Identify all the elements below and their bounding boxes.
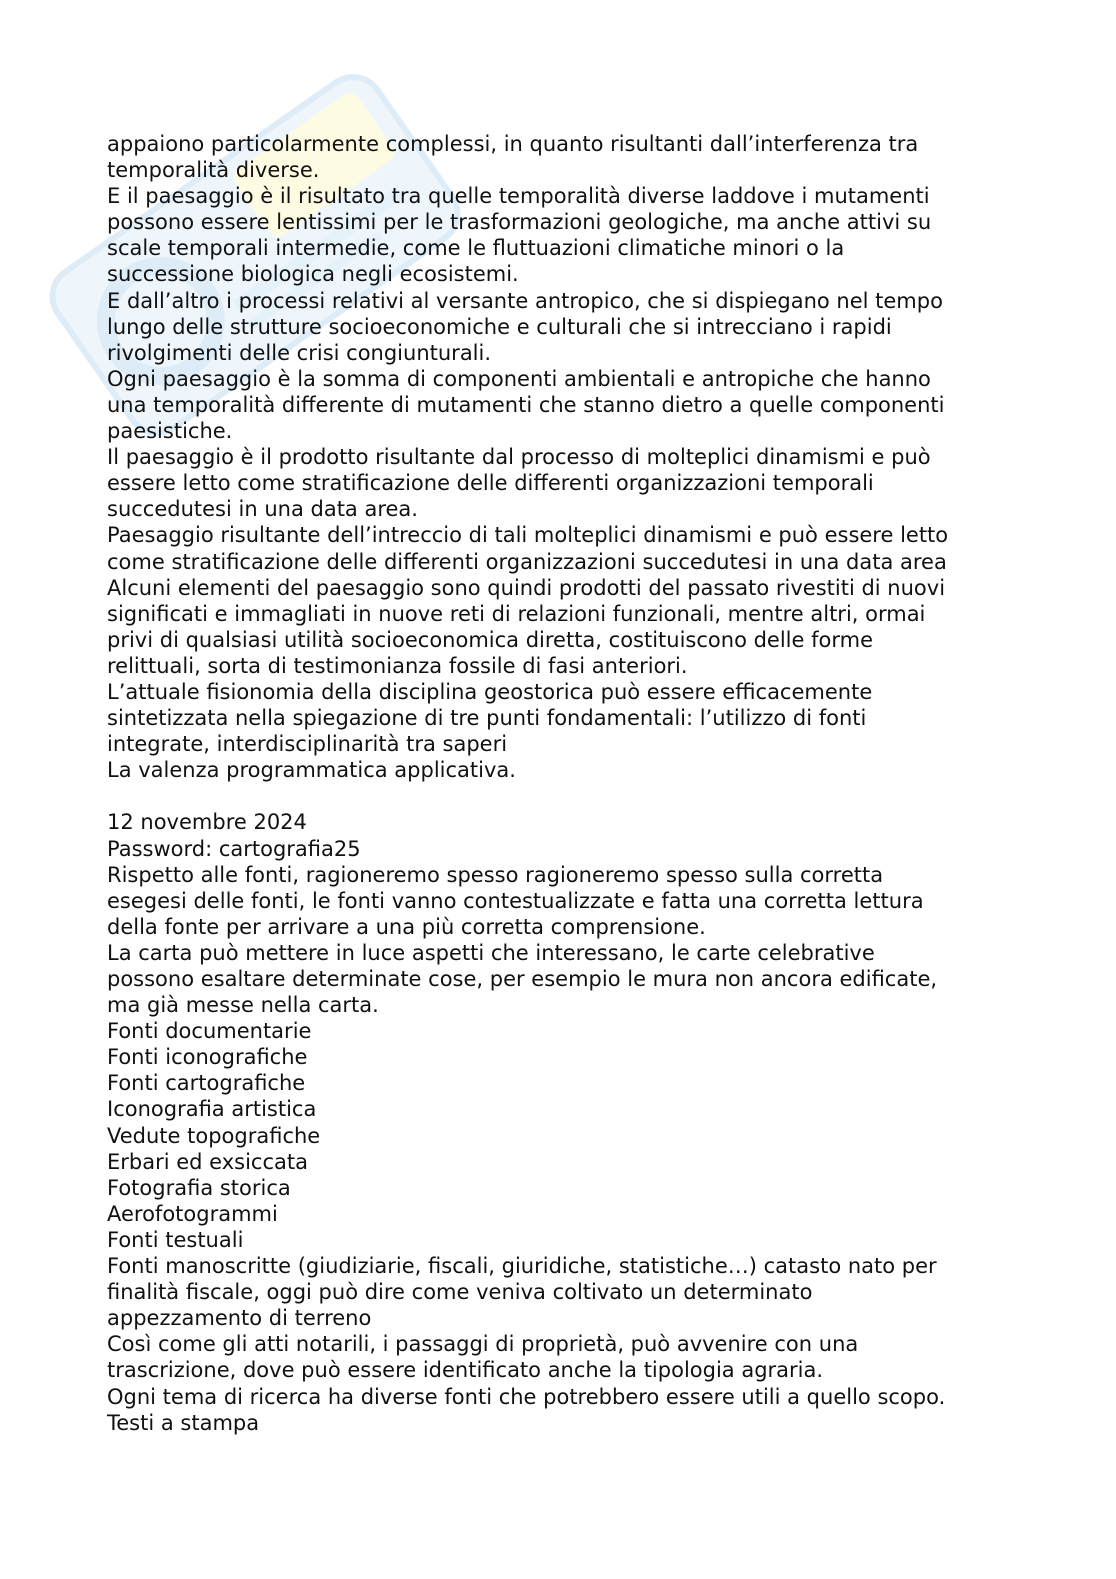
text-line: esegesi delle fonti, le fonti vanno contestualizzate e fatta una corretta lettura <box>107 888 924 913</box>
blank-line <box>107 783 1037 809</box>
text-line: possono essere lentissimi per le trasformazioni geologiche, ma anche attivi su <box>107 210 932 235</box>
text-line: L’attuale fisionomia della disciplina geostorica può essere efficacemente <box>107 679 873 704</box>
text-line: come stratificazione delle differenti organizzazioni succedutesi in una data area <box>107 549 947 574</box>
text-line: lungo delle strutture socioeconomiche e culturali che si intrecciano i rapidi <box>107 314 892 339</box>
text-line: Alcuni elementi del paesaggio sono quindi prodotti del passato rivestiti di nuovi <box>107 575 946 600</box>
text-line: Aerofotogrammi <box>107 1201 278 1226</box>
document-body <box>107 131 1037 1436</box>
text-line: Rispetto alle fonti, ragioneremo spesso ragioneremo spesso sulla corretta <box>107 862 884 887</box>
text-line: Fonti documentarie <box>107 1019 312 1044</box>
text-line: Fonti cartografiche <box>107 1071 306 1096</box>
text-line: Fonti manoscritte (giudiziarie, fiscali, giuridiche, statistiche…) catasto nato per <box>107 1254 937 1279</box>
text-line: possono esaltare determinate cose, per esempio le mura non ancora edificate, <box>107 967 938 991</box>
text-line: essere letto come stratificazione delle differenti organizzazioni temporali <box>107 471 874 496</box>
text-line: della fonte per arrivare a una più corretta comprensione. <box>107 914 706 939</box>
text-line: Vedute topografiche <box>107 1123 321 1148</box>
text-line: Fonti iconografiche <box>107 1045 308 1070</box>
text-line: Password: cartografia25 <box>107 836 361 861</box>
text-line: ma già messe nella carta. <box>107 993 379 1018</box>
text-line: appaiono particolarmente complessi, in quanto risultanti dall’interferenza tra <box>107 132 919 156</box>
text-line: significati e immagliati in nuove reti di relazioni funzionali, mentre altri, ormai <box>107 601 926 626</box>
text-line: Fotografia storica <box>107 1175 291 1200</box>
text-line: Così come gli atti notarili, i passaggi di proprietà, può avvenire con una <box>107 1332 859 1357</box>
text-line: finalità fiscale, oggi può dire come veniva coltivato un determinato <box>107 1280 813 1305</box>
text-line: paesistiche. <box>107 419 233 444</box>
text-line: successione biologica negli ecosistemi. <box>107 262 519 287</box>
text-line: Iconografia artistica <box>107 1097 317 1122</box>
text-line: Fonti testuali <box>107 1227 244 1252</box>
text-line: succedutesi in una data area. <box>107 497 418 522</box>
text-line: temporalità diverse. <box>107 158 320 183</box>
text-line: scale temporali intermedie, come le fluttuazioni climatiche minori o la <box>107 236 845 261</box>
text-line: rivolgimenti delle crisi congiunturali. <box>107 340 492 365</box>
text-line: E dall’altro i processi relativi al versante antropico, che si dispiegano nel tempo <box>107 288 943 313</box>
text-line: privi di qualsiasi utilità socioeconomica diretta, costituiscono delle forme <box>107 627 873 652</box>
text-line: 12 novembre 2024 <box>107 810 307 835</box>
text-line: Paesaggio risultante dell’intreccio di tali molteplici dinamismi e può essere letto <box>107 523 949 548</box>
text-line: trascrizione, dove può essere identificato anche la tipologia agraria. <box>107 1358 824 1383</box>
text-line: appezzamento di terreno <box>107 1306 372 1331</box>
text-line: Ogni tema di ricerca ha diverse fonti che potrebbero essere utili a quello scopo. <box>107 1384 946 1409</box>
text-line: relittuali, sorta di testimonianza fossile di fasi anteriori. <box>107 653 688 678</box>
text-line: Testi a stampa <box>107 1410 260 1435</box>
text-line: Ogni paesaggio è la somma di componenti ambientali e antropiche che hanno <box>107 366 931 391</box>
text-line: sintetizzata nella spiegazione di tre punti fondamentali: l’utilizzo di fonti <box>107 706 867 731</box>
text-line: Il paesaggio è il prodotto risultante dal processo di molteplici dinamismi e può <box>107 445 931 470</box>
text-line: una temporalità differente di mutamenti che stanno dietro a quelle componenti <box>107 392 945 417</box>
text-line: Erbari ed exsiccata <box>107 1149 308 1174</box>
text-line: La valenza programmatica applicativa. <box>107 758 516 783</box>
text-line: La carta può mettere in luce aspetti che interessano, le carte celebrative <box>107 940 875 965</box>
text-line: E il paesaggio è il risultato tra quelle temporalità diverse laddove i mutamenti <box>107 184 930 209</box>
text-line: integrate, interdisciplinarità tra saperi <box>107 732 508 757</box>
